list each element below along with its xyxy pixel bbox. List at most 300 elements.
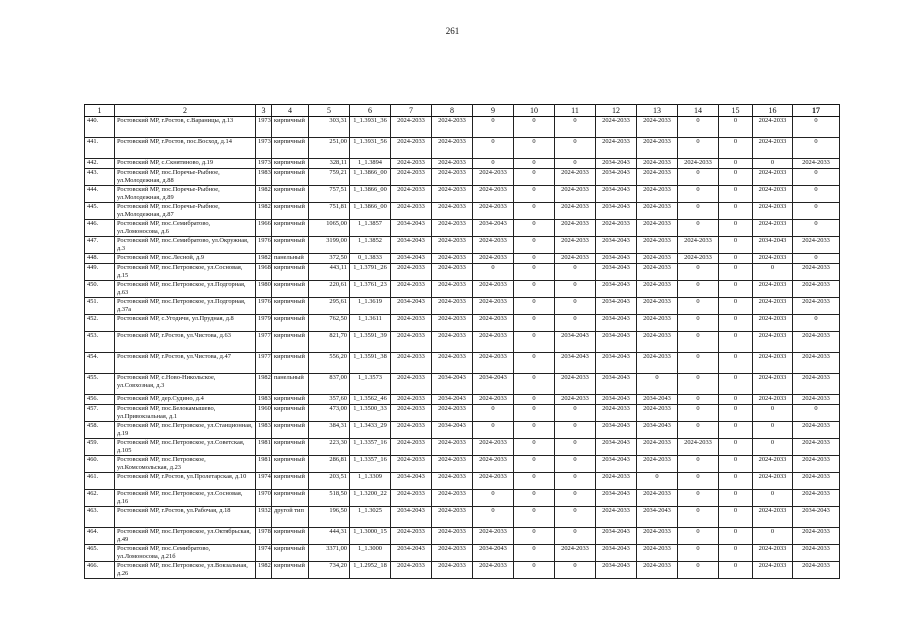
- table-cell: 2024-2033: [637, 281, 678, 298]
- table-cell: 2034-2043: [391, 254, 432, 264]
- table-cell: 2034-2043: [391, 473, 432, 490]
- address-cell: Ростовский МР, пос.Петровское, ул.Советская, д.105: [115, 439, 256, 456]
- table-cell: кирпичный: [272, 353, 309, 374]
- table-row: [85, 169, 840, 186]
- table-cell: 1973: [256, 117, 272, 138]
- table-cell: 2024-2033: [678, 254, 719, 264]
- table-cell: 2024-2033: [391, 315, 432, 332]
- table-cell: 0: [514, 353, 555, 374]
- table-cell: 2034-2043: [596, 422, 637, 439]
- table-cell: 2024-2033: [432, 237, 473, 254]
- row-number-cell: 443.: [85, 169, 115, 186]
- address-cell: Ростовский МР, пос.Семибратово, ул.Окружная, д.3: [115, 237, 256, 254]
- table-cell: 2024-2033: [391, 562, 432, 579]
- table-cell: 1_1.3500_33: [350, 405, 391, 422]
- row-number-cell: 456.: [85, 395, 115, 405]
- table-row: [85, 186, 840, 203]
- address-cell: Ростовский МР, с.Скнятиново, д.19: [115, 159, 256, 169]
- table-cell: 0: [555, 281, 596, 298]
- table-cell: 2034-2043: [391, 298, 432, 315]
- row-number-cell: 444.: [85, 186, 115, 203]
- row-number-cell: 454.: [85, 353, 115, 374]
- table-row: [85, 395, 840, 405]
- table-cell: кирпичный: [272, 220, 309, 237]
- table-cell: 1970: [256, 490, 272, 507]
- table-cell: 0: [514, 117, 555, 138]
- table-cell: 2024-2033: [793, 353, 840, 374]
- table-cell: кирпичный: [272, 528, 309, 545]
- address-cell: Ростовский МР, с.Ново-Никольское, ул.Совхозная, д.3: [115, 374, 256, 395]
- table-cell: 0: [719, 473, 753, 490]
- table-cell: 473,00: [309, 405, 350, 422]
- table-cell: 0: [555, 138, 596, 159]
- table-row: [85, 528, 840, 545]
- table-cell: 0: [514, 254, 555, 264]
- table-cell: 303,31: [309, 117, 350, 138]
- table-cell: 443,11: [309, 264, 350, 281]
- table-cell: 2024-2033: [432, 405, 473, 422]
- table-cell: 2034-2043: [596, 186, 637, 203]
- table-cell: 1982: [256, 562, 272, 579]
- table-cell: 357,60: [309, 395, 350, 405]
- column-header: 4: [272, 105, 309, 117]
- table-cell: 0: [514, 545, 555, 562]
- table-cell: 2024-2033: [473, 439, 514, 456]
- table-cell: кирпичный: [272, 545, 309, 562]
- table-cell: 0: [514, 395, 555, 405]
- table-cell: 2024-2033: [753, 353, 793, 374]
- table-cell: 0: [678, 264, 719, 281]
- table-cell: 0: [473, 159, 514, 169]
- table-cell: 2024-2033: [432, 562, 473, 579]
- table-cell: 0: [719, 237, 753, 254]
- table-cell: 0: [514, 405, 555, 422]
- table-cell: 2024-2033: [473, 281, 514, 298]
- address-cell: Ростовский МР, пос.Петровское, ул.Октябрьская, д.49: [115, 528, 256, 545]
- table-cell: 1980: [256, 281, 272, 298]
- table-cell: 203,51: [309, 473, 350, 490]
- table-row: [85, 264, 840, 281]
- address-cell: Ростовский МР, пос.Поречье-Рыбное, ул.Молодежная, д.87: [115, 203, 256, 220]
- table-cell: 2024-2033: [753, 169, 793, 186]
- row-number-cell: 460.: [85, 456, 115, 473]
- table-cell: 0: [678, 315, 719, 332]
- table-cell: 0: [473, 138, 514, 159]
- column-header: 3: [256, 105, 272, 117]
- table-cell: 1_1.3857: [350, 220, 391, 237]
- column-header: 5: [309, 105, 350, 117]
- table-cell: 2024-2033: [432, 117, 473, 138]
- table-cell: 1976: [256, 298, 272, 315]
- table-cell: 2034-2043: [596, 264, 637, 281]
- table-cell: 2024-2033: [432, 528, 473, 545]
- row-number-cell: 457.: [85, 405, 115, 422]
- table-header-row: [85, 105, 840, 117]
- table-cell: 0: [473, 490, 514, 507]
- table-cell: 2024-2033: [793, 237, 840, 254]
- table-cell: 0: [514, 315, 555, 332]
- table-cell: 2024-2033: [637, 353, 678, 374]
- table-cell: 2024-2033: [391, 395, 432, 405]
- table-cell: 0: [719, 353, 753, 374]
- table-cell: 0: [473, 117, 514, 138]
- table-cell: 2024-2033: [555, 237, 596, 254]
- table-cell: 2024-2033: [432, 281, 473, 298]
- address-cell: Ростовский МР, пос.Лесной, д.9: [115, 254, 256, 264]
- row-number-cell: 462.: [85, 490, 115, 507]
- table-cell: 0: [678, 545, 719, 562]
- table-cell: 444,31: [309, 528, 350, 545]
- table-cell: 0: [555, 439, 596, 456]
- table-cell: 1_1.3025: [350, 507, 391, 528]
- table-cell: 2024-2033: [753, 298, 793, 315]
- table-cell: 2024-2033: [432, 138, 473, 159]
- table-cell: 1973: [256, 138, 272, 159]
- table-cell: 1_1.3309: [350, 473, 391, 490]
- table-cell: 2024-2033: [793, 422, 840, 439]
- table-cell: 2024-2033: [432, 264, 473, 281]
- table-cell: 2024-2033: [637, 456, 678, 473]
- column-header: 2: [115, 105, 256, 117]
- address-cell: Ростовский МР, пос.Петровское, ул.Подгорная, д.37а: [115, 298, 256, 315]
- row-number-cell: 440.: [85, 117, 115, 138]
- table-cell: 0: [514, 332, 555, 353]
- table-cell: 2034-2043: [596, 169, 637, 186]
- table-cell: 2034-2043: [432, 395, 473, 405]
- table-cell: 0: [514, 374, 555, 395]
- table-cell: 0: [514, 490, 555, 507]
- table-cell: 1_1.3931_36: [350, 117, 391, 138]
- table-row: [85, 374, 840, 395]
- table-cell: 2024-2033: [555, 186, 596, 203]
- table-cell: 2034-2043: [473, 220, 514, 237]
- row-number-cell: 465.: [85, 545, 115, 562]
- table-row: [85, 332, 840, 353]
- table-cell: 2024-2033: [391, 456, 432, 473]
- column-header: 10: [514, 105, 555, 117]
- table-cell: кирпичный: [272, 490, 309, 507]
- table-cell: 1_1.3619: [350, 298, 391, 315]
- table-cell: 762,50: [309, 315, 350, 332]
- table-cell: 0: [514, 220, 555, 237]
- table-cell: 0: [719, 439, 753, 456]
- table-cell: 2024-2033: [391, 203, 432, 220]
- table-cell: 1_1.3000: [350, 545, 391, 562]
- table-cell: 2024-2033: [432, 473, 473, 490]
- table-cell: 0: [678, 281, 719, 298]
- table-cell: 0: [678, 473, 719, 490]
- table-cell: другой тип: [272, 507, 309, 528]
- table-cell: кирпичный: [272, 237, 309, 254]
- table-cell: 2024-2033: [793, 374, 840, 395]
- table-cell: 0: [793, 117, 840, 138]
- table-cell: 0: [719, 562, 753, 579]
- column-header: 8: [432, 105, 473, 117]
- table-row: [85, 490, 840, 507]
- table-cell: 1_1.3866_00: [350, 186, 391, 203]
- table-cell: 1_1.3591_38: [350, 353, 391, 374]
- table-cell: 2024-2033: [432, 545, 473, 562]
- address-cell: Ростовский МР, г.Ростов, ул.Чистова, д.63: [115, 332, 256, 353]
- row-number-cell: 463.: [85, 507, 115, 528]
- table-cell: 1982: [256, 254, 272, 264]
- table-cell: 2024-2033: [637, 220, 678, 237]
- table-cell: 0: [719, 395, 753, 405]
- table-row: [85, 405, 840, 422]
- table-cell: 0: [678, 138, 719, 159]
- table-cell: 1_1.3866_00: [350, 203, 391, 220]
- column-header: 9: [473, 105, 514, 117]
- table-cell: 0: [678, 332, 719, 353]
- table-row: [85, 473, 840, 490]
- table-cell: 0: [473, 405, 514, 422]
- table-cell: 2024-2033: [637, 169, 678, 186]
- table-cell: 2024-2033: [753, 186, 793, 203]
- table-cell: 1065,00: [309, 220, 350, 237]
- table-cell: 2034-2043: [432, 374, 473, 395]
- table-cell: 2024-2033: [793, 562, 840, 579]
- table-cell: 0: [719, 528, 753, 545]
- table-cell: 0: [719, 507, 753, 528]
- table-cell: 2034-2043: [637, 507, 678, 528]
- table-cell: 2024-2033: [637, 332, 678, 353]
- table-cell: 0: [678, 374, 719, 395]
- address-cell: Ростовский МР, пос.Петровское, ул.Вокзальная, д.26: [115, 562, 256, 579]
- table-cell: 0: [678, 298, 719, 315]
- column-header: 7: [391, 105, 432, 117]
- table-cell: 556,20: [309, 353, 350, 374]
- table-cell: 734,20: [309, 562, 350, 579]
- table-cell: 2024-2033: [753, 456, 793, 473]
- table-cell: 2034-2043: [555, 332, 596, 353]
- address-cell: Ростовский МР, пос.Петровское, ул.Сосновая, д.16: [115, 490, 256, 507]
- table-cell: 0: [719, 332, 753, 353]
- table-row: [85, 439, 840, 456]
- table-cell: 2024-2033: [753, 254, 793, 264]
- table-cell: 0: [555, 456, 596, 473]
- table-cell: 2024-2033: [637, 490, 678, 507]
- table-cell: 1_1.3894: [350, 159, 391, 169]
- table-cell: 2024-2033: [753, 220, 793, 237]
- table-cell: 0: [678, 490, 719, 507]
- table-cell: 1982: [256, 186, 272, 203]
- table-cell: 0: [678, 562, 719, 579]
- table-cell: 1981: [256, 439, 272, 456]
- table-cell: 2024-2033: [391, 439, 432, 456]
- table-cell: 2024-2033: [432, 254, 473, 264]
- table-cell: 2024-2033: [555, 545, 596, 562]
- table-cell: 0: [719, 545, 753, 562]
- table-cell: 2034-2043: [391, 220, 432, 237]
- table-cell: 0: [514, 422, 555, 439]
- row-number-cell: 448.: [85, 254, 115, 264]
- table-cell: 0: [793, 169, 840, 186]
- address-cell: Ростовский МР, пос.Поречье-Рыбное, ул.Молодежная, д.88: [115, 169, 256, 186]
- row-number-cell: 445.: [85, 203, 115, 220]
- table-cell: 0: [514, 528, 555, 545]
- table-cell: 2034-2043: [555, 353, 596, 374]
- address-cell: Ростовский МР, пос.Семибратово, ул.Ломоносова, д.6: [115, 220, 256, 237]
- table-cell: 2024-2033: [637, 159, 678, 169]
- table-cell: 2024-2033: [432, 439, 473, 456]
- table-cell: 2024-2033: [596, 405, 637, 422]
- table-cell: 0: [555, 298, 596, 315]
- table-cell: 2034-2043: [596, 237, 637, 254]
- table-cell: 196,50: [309, 507, 350, 528]
- column-header: 11: [555, 105, 596, 117]
- table-cell: 1_1.3433_29: [350, 422, 391, 439]
- table-cell: 2024-2033: [793, 490, 840, 507]
- table-cell: 0: [555, 264, 596, 281]
- table-cell: 1968: [256, 264, 272, 281]
- table-cell: 1_1.3852: [350, 237, 391, 254]
- table-cell: 2024-2033: [555, 169, 596, 186]
- table-cell: кирпичный: [272, 395, 309, 405]
- table-cell: 2034-2043: [596, 281, 637, 298]
- table-body: [85, 117, 840, 579]
- row-number-cell: 442.: [85, 159, 115, 169]
- table-cell: 2024-2033: [473, 395, 514, 405]
- table-cell: кирпичный: [272, 439, 309, 456]
- table-cell: 751,81: [309, 203, 350, 220]
- table-cell: 2024-2033: [753, 138, 793, 159]
- table-cell: 2024-2033: [637, 237, 678, 254]
- table-cell: 1_1.3357_16: [350, 456, 391, 473]
- table-cell: 0: [473, 507, 514, 528]
- table-cell: 1982: [256, 374, 272, 395]
- table-cell: 0: [514, 159, 555, 169]
- row-number-cell: 455.: [85, 374, 115, 395]
- table-cell: кирпичный: [272, 264, 309, 281]
- table-cell: 0: [678, 456, 719, 473]
- table-cell: кирпичный: [272, 186, 309, 203]
- column-header: 6: [350, 105, 391, 117]
- table-cell: 2024-2033: [637, 203, 678, 220]
- table-cell: 1974: [256, 473, 272, 490]
- table-cell: 2024-2033: [753, 545, 793, 562]
- table-cell: 0: [514, 138, 555, 159]
- table-cell: 0: [678, 422, 719, 439]
- table-cell: 2024-2033: [391, 405, 432, 422]
- table-cell: 2034-2043: [596, 203, 637, 220]
- address-cell: Ростовский МР, г.Ростов, ул.Рабочая, д.18: [115, 507, 256, 528]
- table-cell: 2034-2043: [596, 353, 637, 374]
- table-cell: 2034-2043: [596, 490, 637, 507]
- table-cell: 3371,00: [309, 545, 350, 562]
- table-cell: 2024-2033: [391, 281, 432, 298]
- table-cell: 2024-2033: [473, 237, 514, 254]
- table-cell: 2024-2033: [753, 507, 793, 528]
- table-cell: кирпичный: [272, 332, 309, 353]
- table-cell: 2024-2033: [432, 332, 473, 353]
- table-cell: 0: [514, 281, 555, 298]
- table-cell: 2024-2033: [753, 395, 793, 405]
- table-cell: 2024-2033: [678, 159, 719, 169]
- table-cell: кирпичный: [272, 281, 309, 298]
- table-cell: 384,31: [309, 422, 350, 439]
- table-cell: 0: [678, 353, 719, 374]
- table-cell: 1_1.3357_16: [350, 439, 391, 456]
- table-cell: 2024-2033: [793, 298, 840, 315]
- address-cell: Ростовский МР, пос.Семибратово, ул.Ломоносова, д.21б: [115, 545, 256, 562]
- table-cell: 372,50: [309, 254, 350, 264]
- table-cell: 1974: [256, 545, 272, 562]
- table-cell: 0: [793, 220, 840, 237]
- table-cell: 2024-2033: [391, 422, 432, 439]
- table-cell: 0: [753, 264, 793, 281]
- table-cell: 0: [514, 298, 555, 315]
- table-cell: 0: [555, 490, 596, 507]
- table-cell: 2034-2043: [596, 439, 637, 456]
- table-cell: панельный: [272, 254, 309, 264]
- table-cell: кирпичный: [272, 473, 309, 490]
- table-cell: кирпичный: [272, 562, 309, 579]
- column-header: 12: [596, 105, 637, 117]
- table-cell: 0: [719, 203, 753, 220]
- table-cell: 0: [753, 159, 793, 169]
- table-cell: 1982: [256, 203, 272, 220]
- table-cell: 2024-2033: [637, 254, 678, 264]
- table-cell: 2024-2033: [637, 545, 678, 562]
- table-cell: 2024-2033: [473, 169, 514, 186]
- table-cell: 0: [753, 528, 793, 545]
- table-cell: 2034-2043: [596, 374, 637, 395]
- table-cell: 2024-2033: [753, 473, 793, 490]
- table-cell: 223,30: [309, 439, 350, 456]
- table-cell: 0: [678, 186, 719, 203]
- table-cell: 1_1.3591_39: [350, 332, 391, 353]
- table-row: [85, 545, 840, 562]
- table-cell: 1_1.3761_23: [350, 281, 391, 298]
- address-cell: Ростовский МР, пос.Петровское, ул.Комсомольская, д.23: [115, 456, 256, 473]
- table-cell: кирпичный: [272, 456, 309, 473]
- table-cell: 2034-2043: [596, 254, 637, 264]
- table-cell: 0: [719, 490, 753, 507]
- table-cell: 2034-2043: [391, 237, 432, 254]
- table-cell: 2024-2033: [432, 490, 473, 507]
- table-row: [85, 138, 840, 159]
- table-row: [85, 422, 840, 439]
- address-cell: Ростовский МР, пос.Петровское, ул.Сосновая, д.15: [115, 264, 256, 281]
- row-number-cell: 461.: [85, 473, 115, 490]
- table-cell: кирпичный: [272, 315, 309, 332]
- table-cell: 2024-2033: [473, 254, 514, 264]
- table-cell: 0: [555, 405, 596, 422]
- table-cell: 1_1.3200_22: [350, 490, 391, 507]
- table-cell: 2024-2033: [432, 456, 473, 473]
- column-header: 16: [753, 105, 793, 117]
- table-cell: 2024-2033: [432, 159, 473, 169]
- table-row: [85, 315, 840, 332]
- table-cell: 2024-2033: [432, 298, 473, 315]
- table-cell: 0: [793, 315, 840, 332]
- table-cell: 2024-2033: [753, 374, 793, 395]
- table-cell: 518,50: [309, 490, 350, 507]
- table-cell: 0: [719, 405, 753, 422]
- table-cell: 2024-2033: [596, 138, 637, 159]
- table-cell: кирпичный: [272, 117, 309, 138]
- table-cell: 2024-2033: [678, 439, 719, 456]
- table-cell: 2034-2043: [596, 315, 637, 332]
- table-cell: 0: [473, 264, 514, 281]
- table-cell: 2034-2043: [637, 395, 678, 405]
- table-cell: 2034-2043: [391, 507, 432, 528]
- table-cell: 2024-2033: [793, 473, 840, 490]
- table-cell: 0: [678, 220, 719, 237]
- table-cell: 1981: [256, 456, 272, 473]
- row-number-cell: 452.: [85, 315, 115, 332]
- table-cell: 2024-2033: [555, 220, 596, 237]
